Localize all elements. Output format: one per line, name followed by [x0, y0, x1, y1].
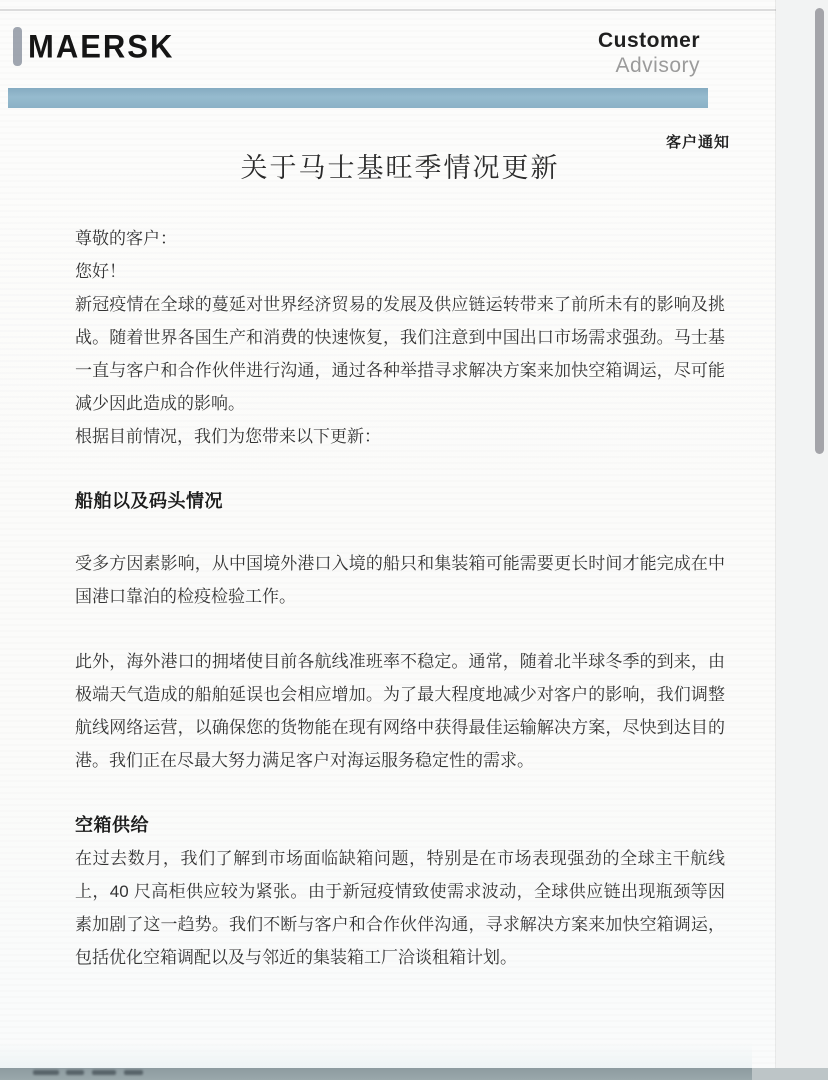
section-paragraph: 在过去数月，我们了解到市场面临缺箱问题，特别是在市场表现强劲的全球主干航线上，40 尺高柜供应较为紧张。由于新冠疫情致使需求波动，全球供应链出现瓶颈等因素加剧了这一趋势。我们不断与客户和合作伙伴沟通，寻求解决方案来加快空箱调运，包括优化空箱调配以及与邻近的集装箱工厂洽谈租箱计划。: [75, 849, 725, 967]
intro-paragraph: 新冠疫情在全球的蔓延对世界经济贸易的发展及供应链运转带来了前所未有的影响及挑战。随着世界各国生产和消费的快速恢复，我们注意到中国出口市场需求强劲。马士基一直与客户和合作伙伴进行沟通，通过各种举措寻求解决方案来加快空箱调运，尽可能减少因此造成的影响。: [75, 295, 725, 413]
cutoff-text-fragment: [124, 1070, 143, 1075]
scrollbar-thumb[interactable]: [815, 8, 824, 454]
header-accent-bar: [8, 88, 708, 108]
update-note: 根据目前情况，我们为您带来以下更新：: [75, 427, 381, 446]
cutoff-text-fragment: [66, 1070, 84, 1075]
scan-artifact-bar: [13, 27, 22, 66]
doc-type-label: 客户通知: [665, 134, 730, 151]
top-border-line: [0, 9, 828, 11]
advisory-line1: Customer: [597, 29, 700, 52]
cutoff-text-fragment: [92, 1070, 116, 1075]
footer-accent-bar: [0, 1068, 752, 1080]
greeting-hello: 您好！: [75, 262, 126, 281]
section-paragraph: 受多方因素影响，从中国境外港口入境的船只和集装箱可能需要更长时间才能完成在中国港口靠泊的检疫检验工作。: [75, 554, 725, 606]
letter-body: [75, 222, 725, 1006]
section-heading-empty-containers: 空箱供给: [75, 815, 149, 835]
greeting-line: 尊敬的客户：: [75, 229, 177, 248]
maersk-logo: MAERSK: [28, 28, 175, 65]
scan-light-strip: [0, 1042, 752, 1068]
page-right-edge: [775, 0, 776, 1080]
cutoff-text-fragment: [33, 1070, 59, 1075]
section-heading-vessels-terminals: 船舶以及码头情况: [75, 491, 223, 511]
section-paragraph: 此外，海外港口的拥堵使目前各航线准班率不稳定。通常，随着北半球冬季的到来，由极端天气造成的船舶延误也会相应增加。为了最大程度地减少对客户的影响，我们调整航线网络运营，以确保您的货物能在现有网络中获得最佳运输解决方案，尽快到达目的港。我们正在尽最大努力满足客户对海运服务稳定性的需求。: [75, 652, 725, 770]
document-title: 关于马士基旺季情况更新: [240, 153, 560, 183]
advisory-line2: Advisory: [615, 54, 700, 77]
footer-accent-bar-fade: [752, 1068, 828, 1080]
customer-advisory-label: [598, 28, 700, 78]
